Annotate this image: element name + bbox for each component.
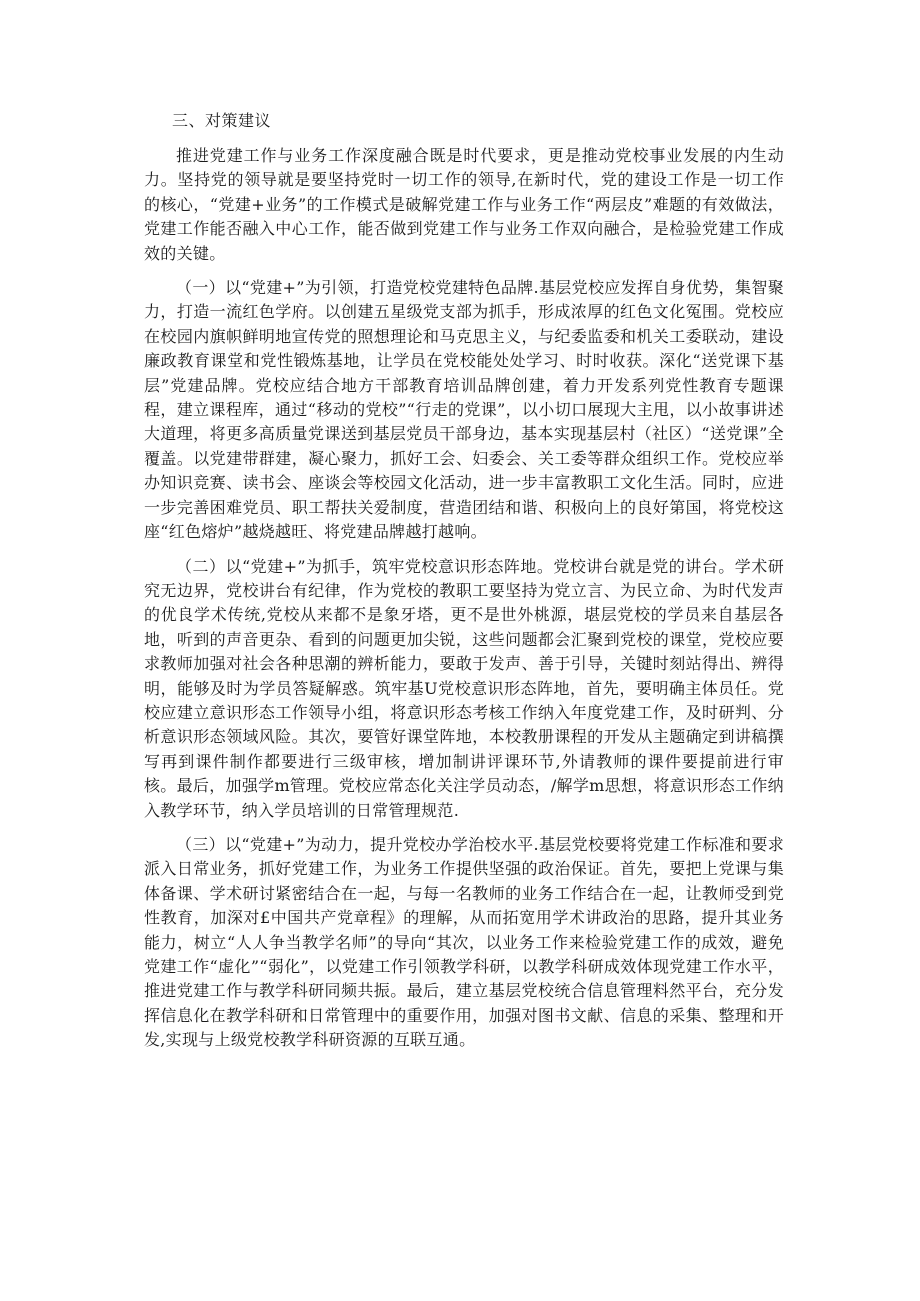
document-page bbox=[144, 108, 784, 1063]
paragraph-one: （一）以“党建+”为引领，打造党校党建特色品牌.基层党校应发挥自身优势，集智聚力，打造一流红色学府。以创建五星级党支部为抓手，形成浓厚的红色文化冤围。党校应在校园内旗帜鲜明地宣传党的照想理论和马克思主义，与纪委监委和机关工委联动，建设廉政教育课堂和党性锻炼基地，让学员在党校能处处学习、时时收获。深化“送党课下基层”党建品牌。党校应结合地方干部教育培训品牌创建，着力开发系列党性教育专题课程，建立课程库，通过“移动的党校”“行走的党课”，以小切口展现大主甩，以小故事讲述大道理，将更多高质量党课送到基层党员干部身边，基本实现基层村（社区）“送党课”全覆盖。以党建带群建，凝心聚力，抓好工会、妇委会、关工委等群众组织工作。党校应举办知识竞赛、读书会、座谈会等校园文化活动，进一步丰富教职工文化生活。同时，应进一步完善困难党员、职工帮扶关爱制度，营造团结和谐、积极向上的良好第国，将党校这座“红色熔炉”越烧越旺、将党建品牌越打越响。 bbox=[144, 278, 784, 542]
section-heading: 三、对策建议 bbox=[172, 111, 272, 130]
paragraph-two: （二）以“党建+”为抓手，筑牢党校意识形态阵地。党校讲台就是党的讲台。学术研究无边界，党校讲台有纪律，作为党校的教职工要坚持为党立言、为民立命、为时代发声的优良学术传统,党校从来都不是象牙塔，更不是世外桃源，堪层党校的学员来自基层各地，听到的声音更杂、看到的问题更加尖锐，这些问题都会汇聚到党校的课堂，党校应要求教师加强对社会各种思潮的辨析能力，要敢于发声、善于引导，关键时刻站得出、辨得明，能够及时为学员答疑解惑。筑牢基U党校意识形态阵地，首先，要明确主体员任。党校应建立意识形态工作领导小组，将意识形态考核工作纳入年度党建工作，及时研判、分析意识形态领域风险。其次，要管好课堂阵地，本校教册课程的开发从主题确定到讲稿撰写再到课件制作都要进行三级审核，增加制讲评课环节,外请教师的课件要提前进行审核。最后，加强学m管理。党校应常态化关注学员动态，/解学m思想，将意识形态工作纳入教学环节，纳入学员培训的日常管理规范. bbox=[144, 556, 784, 820]
paragraph-intro: 推进党建工作与业务工作深度融合既是时代要求，更是推动党校事业发展的内生动力。坚持党的领导就是要坚持党时一切工作的领导,在新时代，党的建设工作是一切工作的核心，“党建+业务”的工作模式是破解党建工作与业务工作“两层皮”难题的有效做法，党建工作能否融入中心工作，能否做到党建工作与业务工作双向融合，是检验党建工作成效的关键。 bbox=[144, 146, 784, 263]
paragraph-three: （三）以“党建+”为动力，提升党校办学治校水平.基层党校要将党建工作标准和要求派入日常业务，抓好党建工作，为业务工作提供坚强的政治保证。首先，要把上党课与集体备课、学术研讨紧密结合在一起，与每一名教师的业务工作结合在一起，让教师受到党性教育，加深对£中国共产党章程》的理解，从而拓宽用学术讲政治的思路，提升其业务能力，树立“人人争当教学名师”的导向“其次，以业务工作来检验党建工作的成效，避免党建工作“虚化”“弱化”，以党建工作引领教学科研，以教学科研成效体现党建工作水平，推进党建工作与教学科研同频共振。最后，建立基层党校统合信息管理料然平台，充分发挥信息化在教学科研和日常管理中的重要作用，加强对图书文献、信息的采集、整理和开发,实现与上级党校教学科研资源的互联互通。 bbox=[144, 834, 784, 1050]
